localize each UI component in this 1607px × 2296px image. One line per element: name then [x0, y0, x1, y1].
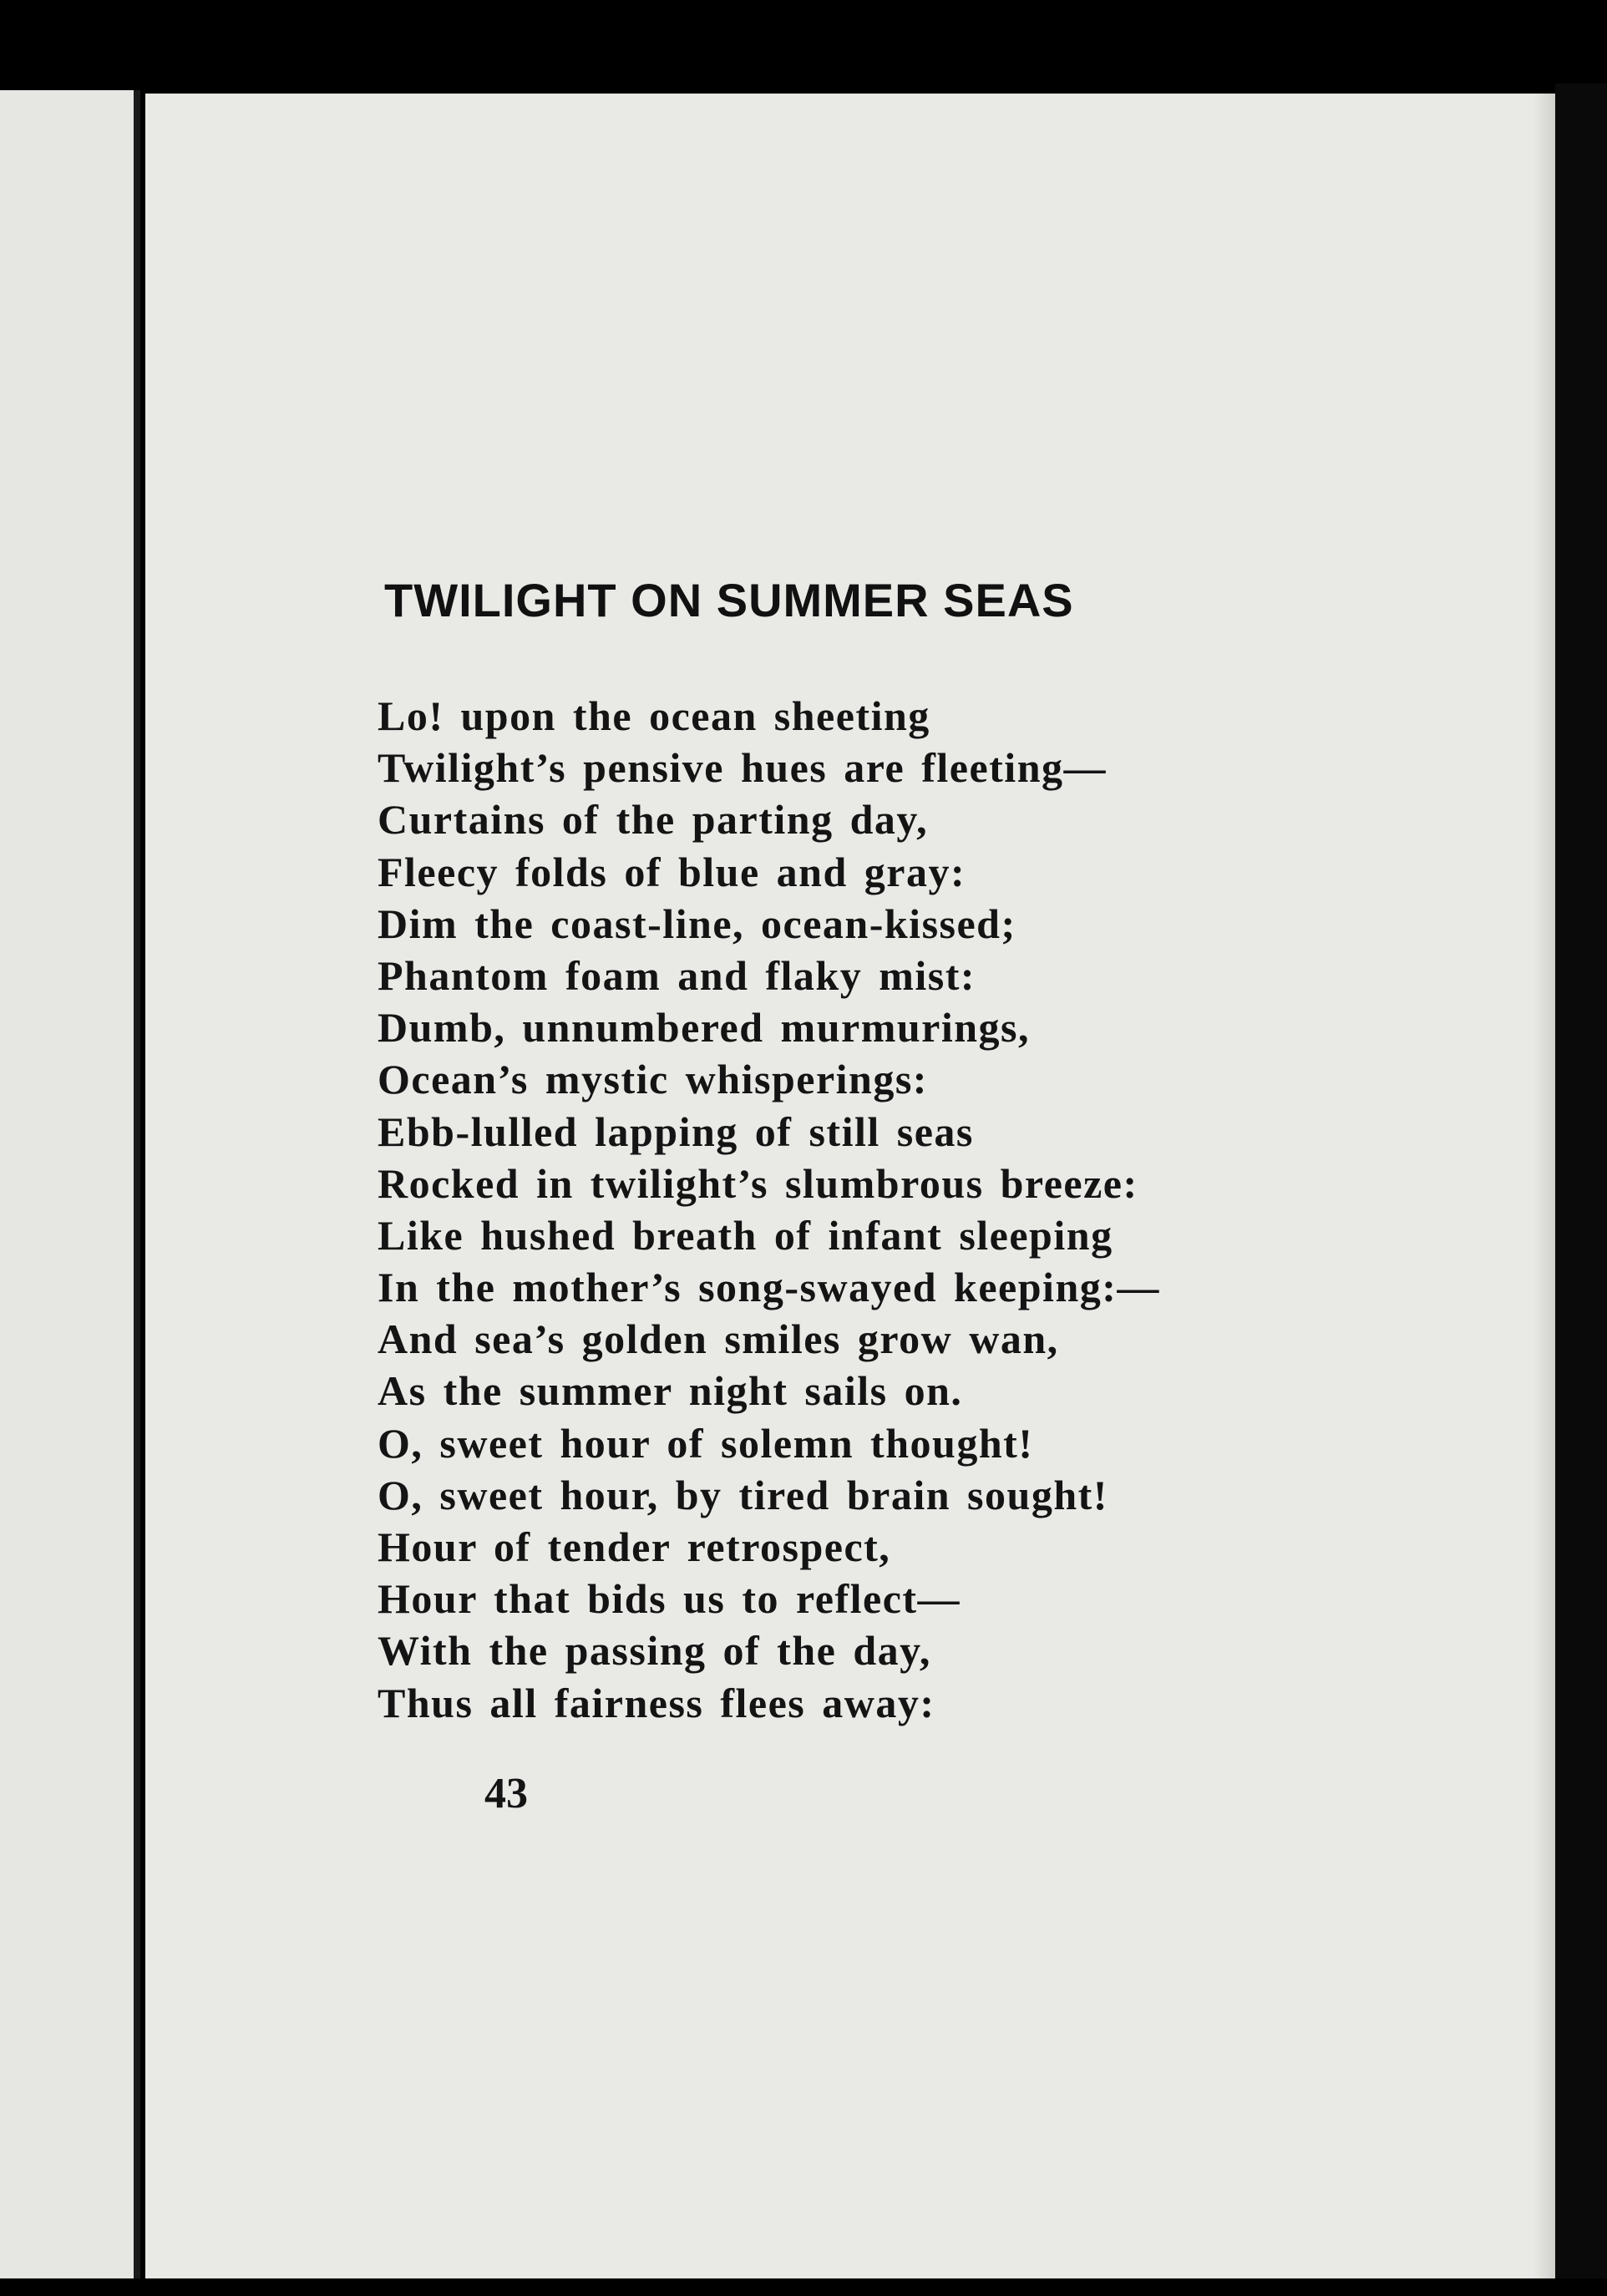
scan-border-right: [1555, 84, 1607, 2296]
poem-line: Dumb, unnumbered murmurings,: [378, 1004, 1031, 1052]
poem-line: Fleecy folds of blue and gray:: [378, 848, 966, 895]
poem-line: As the summer night sails on.: [378, 1367, 963, 1415]
scan-border-top: [0, 0, 1607, 94]
poem-line: Thus all fairness flees away:: [378, 1679, 935, 1726]
poem-line: Lo! upon the ocean sheeting: [378, 692, 930, 739]
poem-line: Dim the coast-line, ocean-kissed;: [378, 900, 1016, 947]
poem-line: Hour of tender retrospect,: [378, 1523, 891, 1570]
poem-line: O, sweet hour of solemn thought!: [378, 1419, 1034, 1467]
poem-line: Twilight’s pensive hues are fleeting—: [378, 744, 1108, 792]
poem-line: In the mother’s song-swayed keeping:—: [378, 1264, 1160, 1311]
poem-line: Like hushed breath of infant sleeping: [378, 1211, 1113, 1259]
poem-line: With the passing of the day,: [378, 1627, 931, 1675]
poem-line: Phantom foam and flaky mist:: [378, 951, 976, 999]
page-number-text: 43: [484, 1770, 528, 1817]
poem-title: TWILIGHT ON SUMMER SEAS: [384, 574, 1074, 626]
scan-border-bottom: [0, 2278, 1607, 2296]
poem-line: Ebb-lulled lapping of still seas: [378, 1107, 974, 1155]
poem-body: [378, 690, 1160, 1729]
gutter-line: [134, 90, 140, 2278]
page-edge-shadow: [1533, 94, 1555, 2278]
poem-line: O, sweet hour, by tired brain sought!: [378, 1471, 1108, 1518]
poem-line: And sea’s golden smiles grow wan,: [378, 1315, 1059, 1363]
page-number: [145, 1769, 1555, 1818]
poem-line: Hour that bids us to reflect—: [378, 1575, 961, 1623]
poem-line: Ocean’s mystic whisperings:: [378, 1056, 928, 1103]
poem-line: Curtains of the parting day,: [378, 796, 929, 844]
previous-page-edge: [0, 90, 140, 2278]
book-page: [145, 94, 1555, 2278]
poem-line: Rocked in twilight’s slumbrous breeze:: [378, 1159, 1138, 1207]
